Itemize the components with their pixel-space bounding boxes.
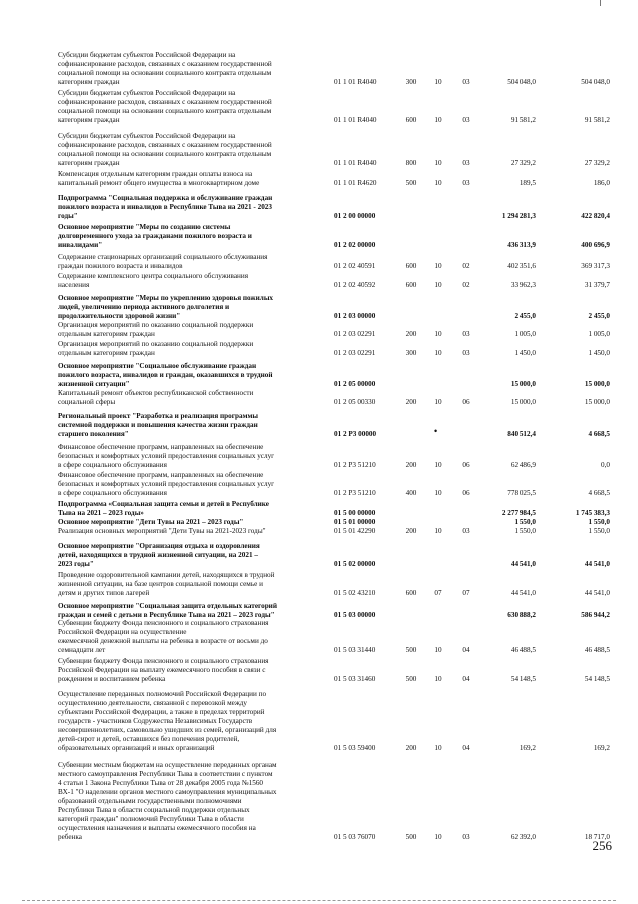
sum-2022-cell: 189,5 — [519, 179, 536, 187]
csr-cell: 01 2 00 00000 — [334, 212, 376, 220]
pr-cell: 03 — [462, 349, 470, 357]
row-title: Основное мероприятие "Меры по созданию системы долговременного ухода за гражданами пожилого возраста и инвалидами" — [58, 223, 252, 249]
sum-2022-cell: 402 351,6 — [507, 262, 536, 270]
sum-2022-cell: 1 550,0 — [514, 518, 536, 526]
table-row — [0, 619, 638, 655]
rz-cell: 10 — [434, 489, 442, 497]
rz-cell: 10 — [434, 116, 442, 124]
sum-2022-cell: 1 550,0 — [514, 527, 536, 535]
sum-2023-cell: 54 148,5 — [584, 675, 610, 683]
pr-cell: 03 — [462, 159, 470, 167]
csr-cell: 01 5 00 00000 — [334, 509, 376, 517]
pr-cell: 03 — [462, 330, 470, 338]
vr-cell: 300 — [405, 78, 417, 86]
sum-2022-cell: 778 025,5 — [507, 489, 536, 497]
sum-2022-cell: 630 888,2 — [507, 611, 536, 619]
csr-cell: 01 2 P3 51210 — [334, 489, 376, 497]
sum-2023-cell: 504 048,0 — [581, 78, 610, 86]
pr-cell: 04 — [462, 675, 470, 683]
rz-cell: 10 — [434, 330, 442, 338]
pr-cell: 02 — [462, 262, 470, 270]
sum-2023-cell: 44 541,0 — [584, 560, 610, 568]
table-row — [0, 170, 638, 188]
pr-cell: 03 — [462, 833, 470, 841]
sum-2023-cell: 186,0 — [593, 179, 610, 187]
sum-2023-cell: 91 581,2 — [584, 116, 610, 124]
sum-2022-cell: 15 000,0 — [510, 398, 536, 406]
vr-cell: 600 — [405, 262, 417, 270]
row-title: Подпрограмма "Социальная поддержка и обслуживание граждан пожилого возраста и инвалидов в Республике Тыва на 2021 - 2023 годы" — [58, 194, 273, 220]
csr-cell: 01 5 03 76070 — [334, 833, 376, 841]
vr-cell: 200 — [405, 744, 417, 752]
sum-2022-cell: 27 329,2 — [510, 159, 536, 167]
table-row — [0, 132, 638, 168]
table-row — [0, 362, 638, 389]
sum-2023-cell: 0,0 — [601, 461, 610, 469]
vr-cell: 200 — [405, 398, 417, 406]
table-row — [0, 51, 638, 87]
pr-cell: 06 — [462, 398, 470, 406]
page-number: 256 — [592, 838, 612, 853]
row-title: Региональный проект "Разработка и реализация программы системной поддержки и повышения качества жизни граждан старшего поколения" — [58, 412, 259, 438]
sum-2023-cell: 15 000,0 — [584, 398, 610, 406]
vr-cell: 800 — [405, 159, 417, 167]
csr-cell: 01 1 01 R4620 — [334, 179, 377, 187]
table-row — [0, 518, 638, 527]
csr-cell: 01 5 01 00000 — [334, 518, 376, 526]
table-row — [0, 657, 638, 684]
csr-cell: 01 1 01 R4040 — [334, 78, 377, 86]
sum-2022-cell: 44 541,0 — [510, 560, 536, 568]
csr-cell: 01 1 01 R4040 — [334, 159, 377, 167]
row-title: Финансовое обеспечение программ, направленных на обеспечение безопасных и комфортных условий предоставления социальных услуг в сфере социального обслуживания — [58, 443, 275, 469]
table-row — [0, 690, 638, 753]
csr-cell: 01 2 05 00330 — [334, 398, 376, 406]
rz-cell: 10 — [434, 675, 442, 683]
row-title: Финансовое обеспечение программ, направленных на обеспечение безопасных и комфортных условий предоставления социальных услуг в сфере социального обслуживания — [58, 471, 275, 497]
row-title: Основное мероприятие "Социальная защита отдельных категорий граждан и семей с детьми в Республике Тыва на 2021 – 2023 годы" — [58, 602, 277, 619]
sum-2022-cell: 46 488,5 — [510, 646, 536, 654]
table-row — [0, 389, 638, 407]
sum-2023-cell: 369 317,3 — [581, 262, 610, 270]
sum-2023-cell: 46 488,5 — [584, 646, 610, 654]
csr-cell: 01 5 03 00000 — [334, 611, 376, 619]
vr-cell: 400 — [405, 489, 417, 497]
table-row — [0, 527, 638, 536]
stray-mark: • — [434, 426, 438, 436]
pr-cell: 07 — [462, 589, 470, 597]
sum-2022-cell: 33 962,3 — [510, 281, 536, 289]
sum-2023-cell: 586 944,2 — [581, 611, 610, 619]
sum-2023-cell: 422 820,4 — [581, 212, 610, 220]
table-row — [0, 602, 638, 620]
row-title: Субвенции бюджету Фонда пенсионного и социального страхования Российской Федерации на осуществление ежемесячной денежной выплаты на ребенка в возрасте от восьми до семнадцати лет — [58, 619, 269, 654]
table-row — [0, 571, 638, 598]
sum-2023-cell: 1 005,0 — [588, 330, 610, 338]
row-title: Субсидии бюджетам субъектов Российской Федерации на софинансирование расходов, связанных с оказанием государственной социальной помощи на основании социального контракта отдельным категориям граждан — [58, 51, 272, 86]
csr-cell: 01 2 03 00000 — [334, 312, 376, 320]
rz-cell: 10 — [434, 179, 442, 187]
row-title: Основное мероприятие "Социальное обслуживание граждан пожилого возраста, инвалидов и граждан, оказавшихся в трудной жизненной ситуации" — [58, 362, 273, 388]
vr-cell: 200 — [405, 527, 417, 535]
csr-cell: 01 2 03 02291 — [334, 330, 376, 338]
sum-2022-cell: 436 313,9 — [507, 241, 536, 249]
sum-2023-cell: 400 696,9 — [581, 241, 610, 249]
sum-2022-cell: 54 148,5 — [510, 675, 536, 683]
row-title: Субвенции бюджету Фонда пенсионного и социального страхования Российской Федерации на выплату ежемесячного пособия в связи с рождением и воспитанием ребенка — [58, 657, 269, 683]
table-row — [0, 253, 638, 271]
sum-2023-cell: 15 000,0 — [584, 380, 610, 388]
vr-cell: 200 — [405, 330, 417, 338]
csr-cell: 01 2 02 00000 — [334, 241, 376, 249]
row-title: Субсидии бюджетам субъектов Российской Федерации на софинансирование расходов, связанных с оказанием государственной социальной помощи на основании социального контракта отдельным категориям граждан — [58, 89, 272, 124]
table-row — [0, 500, 638, 518]
vr-cell: 500 — [405, 179, 417, 187]
row-title: Капитальный ремонт объектов республиканской собственности социальной сферы — [58, 389, 254, 406]
rz-cell: 10 — [434, 833, 442, 841]
row-title: Субвенции местным бюджетам на осуществление переданных органам местного самоуправления Республики Тыва в соответствии с пунктом 4 статьи 1 Закона Республики Тыва от 28 декабря 2005 года №1560 ВХ-1 "О наделении органов местного самоуправления муниципальных образований отдельными государственными полномочиями Республики Тыва в области социальной поддержки отдельных категорий граждан" полномочий Республики Тыва в области осуществления назначения и выплаты ежемесячного пособия на ребенка — [58, 761, 277, 841]
sum-2022-cell: 2 277 984,5 — [501, 509, 536, 517]
sum-2022-cell: 169,2 — [519, 744, 536, 752]
table-row — [0, 89, 638, 125]
rz-cell: 10 — [434, 744, 442, 752]
pr-cell: 03 — [462, 78, 470, 86]
sum-2022-cell: 44 541,0 — [510, 589, 536, 597]
sum-2023-cell: 27 329,2 — [584, 159, 610, 167]
pr-cell: 04 — [462, 646, 470, 654]
row-title: Содержание комплексного центра социального обслуживания населения — [58, 272, 249, 289]
csr-cell: 01 5 02 00000 — [334, 560, 376, 568]
sum-2022-cell: 1 450,0 — [514, 349, 536, 357]
sum-2023-cell: 1 745 383,3 — [575, 509, 610, 517]
sum-2023-cell: 169,2 — [593, 744, 610, 752]
sum-2022-cell: 62 486,9 — [510, 461, 536, 469]
csr-cell: 01 5 01 42290 — [334, 527, 376, 535]
row-title: Организация мероприятий по оказанию социальной поддержки отдельным категориям граждан — [58, 340, 254, 357]
vr-cell: 500 — [405, 833, 417, 841]
pr-cell: 03 — [462, 179, 470, 187]
row-title: Осуществление переданных полномочий Российской Федерации по осуществлению деятельности, связанной с перевозкой между субъектами Российской Федерации, а также в пределах территорий государств - участников Содружества Независимых Государств несовершеннолетних, самовольно ушедших из семей, организаций для детей-сирот и детей, оставшихся без попечения родителей, образовательных организаций и иных организаций — [58, 690, 277, 752]
csr-cell: 01 2 02 40592 — [334, 281, 376, 289]
row-title: Субсидии бюджетам субъектов Российской Федерации на софинансирование расходов, связанных с оказанием государственной социальной помощи на основании социального контракта отдельным категориям граждан — [58, 132, 272, 167]
rz-cell: 10 — [434, 159, 442, 167]
csr-cell: 01 5 03 31460 — [334, 675, 376, 683]
rz-cell: 10 — [434, 398, 442, 406]
csr-cell: 01 5 03 59400 — [334, 744, 376, 752]
csr-cell: 01 5 02 43210 — [334, 589, 376, 597]
csr-cell: 01 2 02 40591 — [334, 262, 376, 270]
sum-2023-cell: 2 455,0 — [588, 312, 610, 320]
row-title: Компенсация отдельным категориям граждан оплаты взноса на капитальный ремонт общего имущества в многоквартирном доме — [58, 170, 260, 187]
rz-cell: 10 — [434, 646, 442, 654]
pr-cell: 06 — [462, 489, 470, 497]
row-title: Содержание стационарных организаций социального обслуживания граждан пожилого возраста и инвалидов — [58, 253, 268, 270]
csr-cell: 01 2 05 00000 — [334, 380, 376, 388]
table-row — [0, 272, 638, 290]
sum-2022-cell: 15 000,0 — [510, 380, 536, 388]
sum-2023-cell: 1 550,0 — [588, 518, 610, 526]
sum-2022-cell: 62 392,0 — [510, 833, 536, 841]
table-row — [0, 340, 638, 358]
table-row — [0, 761, 638, 842]
sum-2022-cell: 1 294 281,3 — [501, 212, 536, 220]
rz-cell: 10 — [434, 527, 442, 535]
vr-cell: 600 — [405, 281, 417, 289]
table-row — [0, 194, 638, 221]
sum-2022-cell: 2 455,0 — [514, 312, 536, 320]
sum-2023-cell: 4 668,5 — [588, 430, 610, 438]
sum-2023-cell: 31 379,7 — [584, 281, 610, 289]
rz-cell: 07 — [434, 589, 442, 597]
row-title: Проведение оздоровительной кампании детей, находящихся в трудной жизненной ситуации, на базе центров социальной помощи семье и детям и других типов лагерей — [58, 571, 275, 597]
csr-cell: 01 2 03 02291 — [334, 349, 376, 357]
vr-cell: 300 — [405, 349, 417, 357]
table-row — [0, 321, 638, 339]
table-row — [0, 542, 638, 569]
sum-2023-cell: 1 450,0 — [588, 349, 610, 357]
row-title: Основное мероприятие "Дети Тувы на 2021 – 2023 годы" — [58, 518, 244, 526]
table-row — [0, 223, 638, 250]
sum-2022-cell: 840 512,4 — [507, 430, 536, 438]
rz-cell: 10 — [434, 281, 442, 289]
pr-cell: 03 — [462, 116, 470, 124]
sum-2023-cell: 44 541,0 — [584, 589, 610, 597]
rz-cell: 10 — [434, 78, 442, 86]
pr-cell: 02 — [462, 281, 470, 289]
vr-cell: 200 — [405, 461, 417, 469]
csr-cell: 01 1 01 R4040 — [334, 116, 377, 124]
pr-cell: 04 — [462, 744, 470, 752]
page-bottom-edge — [22, 900, 616, 901]
row-title: Основное мероприятие "Организация отдыха и оздоровления детей, находящихся в трудной жизненной ситуации, на 2021 – 2023 годы" — [58, 542, 260, 568]
sum-2022-cell: 1 005,0 — [514, 330, 536, 338]
sum-2023-cell: 18 717,0 — [584, 833, 610, 841]
row-title: Реализация основных мероприятий "Дети Тувы на 2021-2023 годы" — [58, 527, 266, 535]
table-row — [0, 443, 638, 470]
vr-cell: 600 — [405, 589, 417, 597]
row-title: Подпрограмма «Социальная защита семьи и детей в Республике Тыва на 2021 – 2023 годы» — [58, 500, 269, 517]
csr-cell: 01 5 03 31440 — [334, 646, 376, 654]
rz-cell: 10 — [434, 349, 442, 357]
sum-2022-cell: 91 581,2 — [510, 116, 536, 124]
rz-cell: 10 — [434, 461, 442, 469]
row-title: Основное мероприятие "Меры по укреплению здоровья пожилых людей, увеличению периода активного долголетия и продолжительности здоровой жизни" — [58, 294, 274, 320]
sum-2023-cell: 4 668,5 — [588, 489, 610, 497]
table-row — [0, 294, 638, 321]
sum-2022-cell: 504 048,0 — [507, 78, 536, 86]
csr-cell: 01 2 P3 51210 — [334, 461, 376, 469]
vr-cell: 600 — [405, 116, 417, 124]
vr-cell: 500 — [405, 646, 417, 654]
csr-cell: 01 2 P3 00000 — [334, 430, 377, 438]
table-row — [0, 471, 638, 498]
row-title: Организация мероприятий по оказанию социальной поддержки отдельным категориям граждан — [58, 321, 254, 338]
rz-cell: 10 — [434, 262, 442, 270]
table-row — [0, 412, 638, 439]
scan-mark — [600, 0, 601, 6]
pr-cell: 06 — [462, 461, 470, 469]
vr-cell: 500 — [405, 675, 417, 683]
sum-2023-cell: 1 550,0 — [588, 527, 610, 535]
pr-cell: 03 — [462, 527, 470, 535]
